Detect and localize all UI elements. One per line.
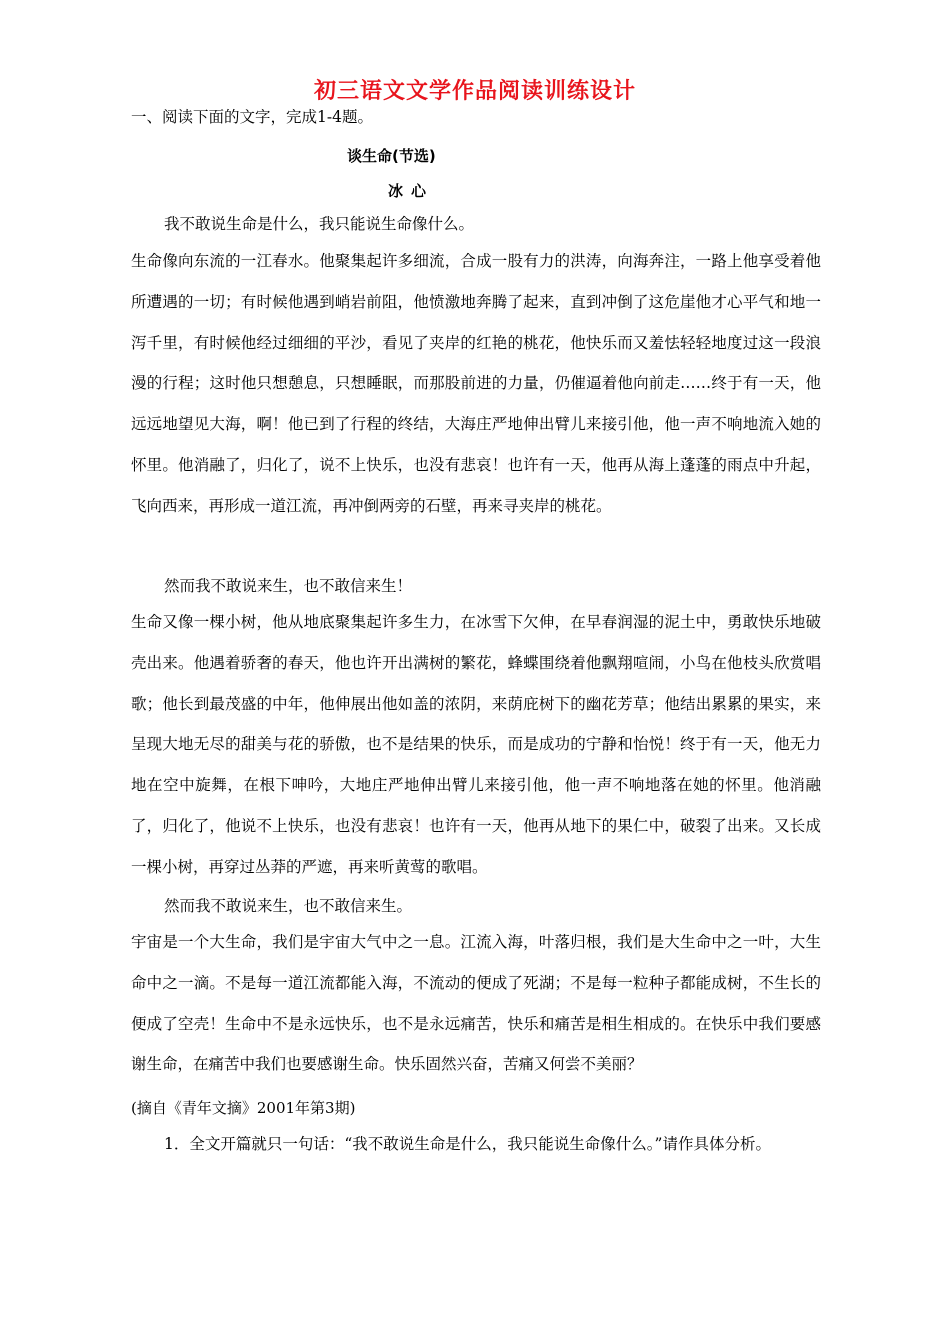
essay-author: 冰心 (388, 182, 435, 200)
paragraph-1: 我不敢说生命是什么，我只能说生命像什么。 (164, 215, 475, 233)
paragraph-3: 然而我不敢说来生，也不敢信来生！ (164, 577, 413, 595)
paragraph-5: 然而我不敢说来生，也不敢信来生。 (164, 897, 413, 915)
section-heading: 一、阅读下面的文字，完成1-4题。 (131, 108, 373, 126)
essay-title: 谈生命(节选) (347, 147, 436, 165)
paragraph-2: 生命像向东流的一江春水。他聚集起许多细流，合成一股有力的洪涛，向海奔注，一路上他享受着他所遭遇的一切；有时候他遇到峭岩前阻，他愤激地奔腾了起来，直到冲倒了这危崖他才心平气和地一泻千里，有时候他经过细细的平沙，看见了夹岸的红艳的桃花，他快乐而又羞怯轻轻地度过这一段浪漫的行程；这时他只想憩息，只想睡眠，而那股前进的力量，仍催逼着他向前走……终于有一天，他远远地望见大海，啊！他已到了行程的终结，大海庄严地伸出臂儿来接引他，他一声不响地流入她的怀里。他消融了，归化了，说不上快乐，也没有悲哀！也许有一天，他再从海上蓬蓬的雨点中升起，飞向西来，再形成一道江流，再冲倒两旁的石壁，再来寻夹岸的桃花。 (131, 252, 821, 515)
source-citation: (摘自《青年文摘》2001年第3期) (131, 1099, 356, 1117)
paragraph-6: 宇宙是一个大生命，我们是宇宙大气中之一息。江流入海，叶落归根，我们是大生命中之一叶，大生命中之一滴。不是每一道江流都能入海，不流动的便成了死湖；不是每一粒种子都能成树，不生长的便成了空壳！生命中不是永远快乐，也不是永远痛苦，快乐和痛苦是相生相成的。在快乐中我们要感谢生命，在痛苦中我们也要感谢生命。快乐固然兴奋，苦痛又何尝不美丽？ (131, 933, 821, 1074)
question-1: 1．全文开篇就只一句话：“我不敢说生命是什么，我只能说生命像什么。”请作具体分析。 (164, 1135, 771, 1153)
paragraph-4: 生命又像一棵小树，他从地底聚集起许多生力，在冰雪下欠伸，在早春润湿的泥土中，勇敢快乐地破壳出来。他遇着骄奢的春天，他也许开出满树的繁花，蜂蝶围绕着他飘翔喧闹，小鸟在他枝头欣赏唱歌；他长到最茂盛的中年，他伸展出他如盖的浓阴，来荫庇树下的幽花芳草；他结出累累的果实，来呈现大地无尽的甜美与花的骄傲，也不是结果的快乐，而是成功的宁静和怡悦！终于有一天，他无力地在空中旋舞，在根下呻吟，大地庄严地伸出臂儿来接引他，他一声不响地落在她的怀里。他消融了，归化了，他说不上快乐，也没有悲哀！也许有一天，他再从地下的果仁中，破裂了出来。又长成一棵小树，再穿过丛莽的严遮，再来听黄莺的歌唱。 (131, 613, 821, 876)
document-title: 初三语文文学作品阅读训练设计 (313, 79, 636, 104)
